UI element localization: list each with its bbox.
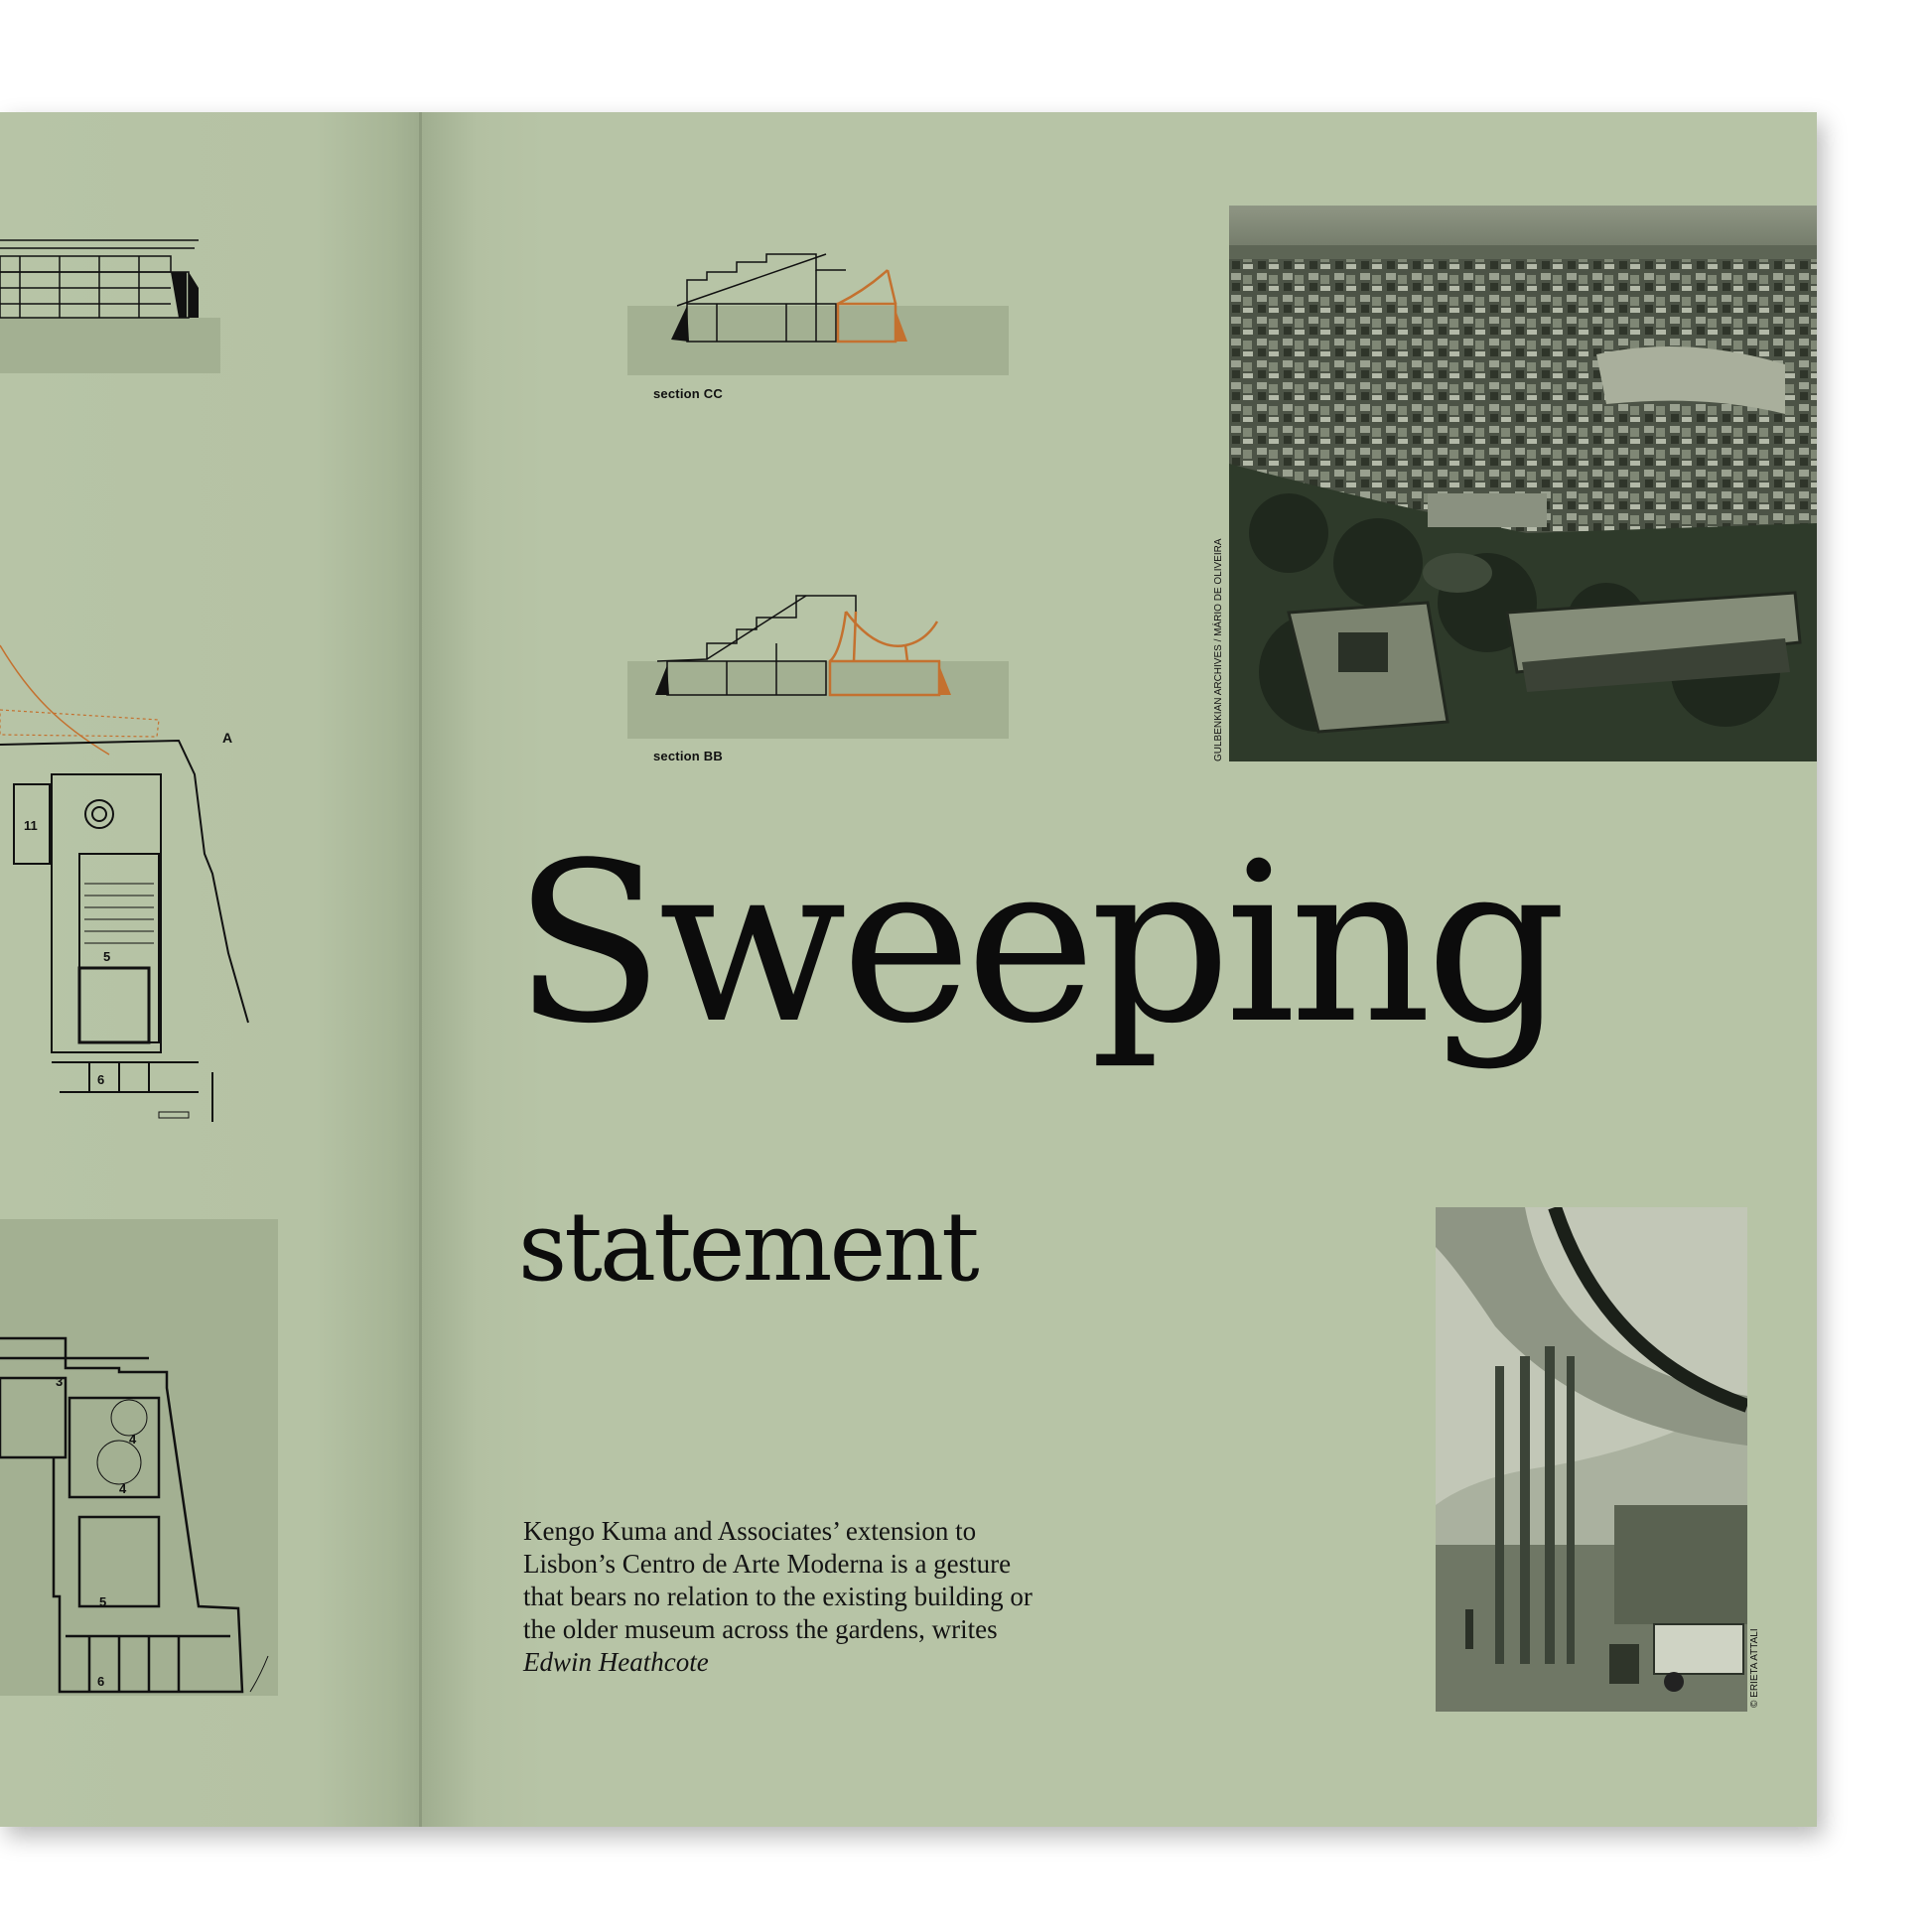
headline: Sweeping bbox=[513, 816, 1562, 1072]
aerial-photo bbox=[1229, 206, 1817, 761]
standfirst-text: Kengo Kuma and Associates’ extension to Lisbon’s Centro de Arte Moderna is a gesture that bears no relation to the existing building or the older museum across the gardens, writes bbox=[523, 1516, 1033, 1644]
plan-label-5-upper: 5 bbox=[103, 949, 111, 964]
plan-label-4a: 4 bbox=[129, 1432, 137, 1447]
section-bb-label bbox=[653, 749, 723, 763]
canopy-photo-credit: © ERIETA ATTALI bbox=[1749, 1628, 1760, 1708]
plan-label-a: A bbox=[222, 730, 233, 746]
plan-label-5-lower: 5 bbox=[99, 1594, 107, 1609]
plan-label-3: 3 bbox=[56, 1374, 64, 1389]
page-gutter bbox=[419, 112, 422, 1827]
section-cc-drawing bbox=[627, 250, 1009, 377]
left-floor-plan-upper bbox=[0, 625, 268, 1122]
author-name: Edwin Heathcote bbox=[523, 1647, 709, 1677]
aerial-photo-credit: GULBENKIAN ARCHIVES / MÁRIO DE OLIVEIRA bbox=[1213, 538, 1224, 761]
section-cc-label bbox=[653, 386, 723, 401]
section-bb-drawing bbox=[627, 582, 1009, 741]
subhead: statement bbox=[518, 1191, 977, 1303]
plan-label-11: 11 bbox=[24, 818, 38, 833]
left-floor-plan-lower bbox=[0, 1219, 280, 1714]
left-section-drawing bbox=[0, 228, 228, 377]
plan-label-6-upper: 6 bbox=[97, 1072, 105, 1087]
section-cc-code: CC bbox=[703, 386, 723, 401]
standfirst bbox=[523, 1515, 1039, 1679]
plan-label-4b: 4 bbox=[119, 1481, 127, 1496]
plan-label-6-lower: 6 bbox=[97, 1674, 105, 1689]
section-bb-prefix: section bbox=[653, 749, 700, 763]
section-cc-prefix: section bbox=[653, 386, 700, 401]
section-bb-code: BB bbox=[703, 749, 723, 763]
canopy-photo bbox=[1436, 1207, 1747, 1712]
